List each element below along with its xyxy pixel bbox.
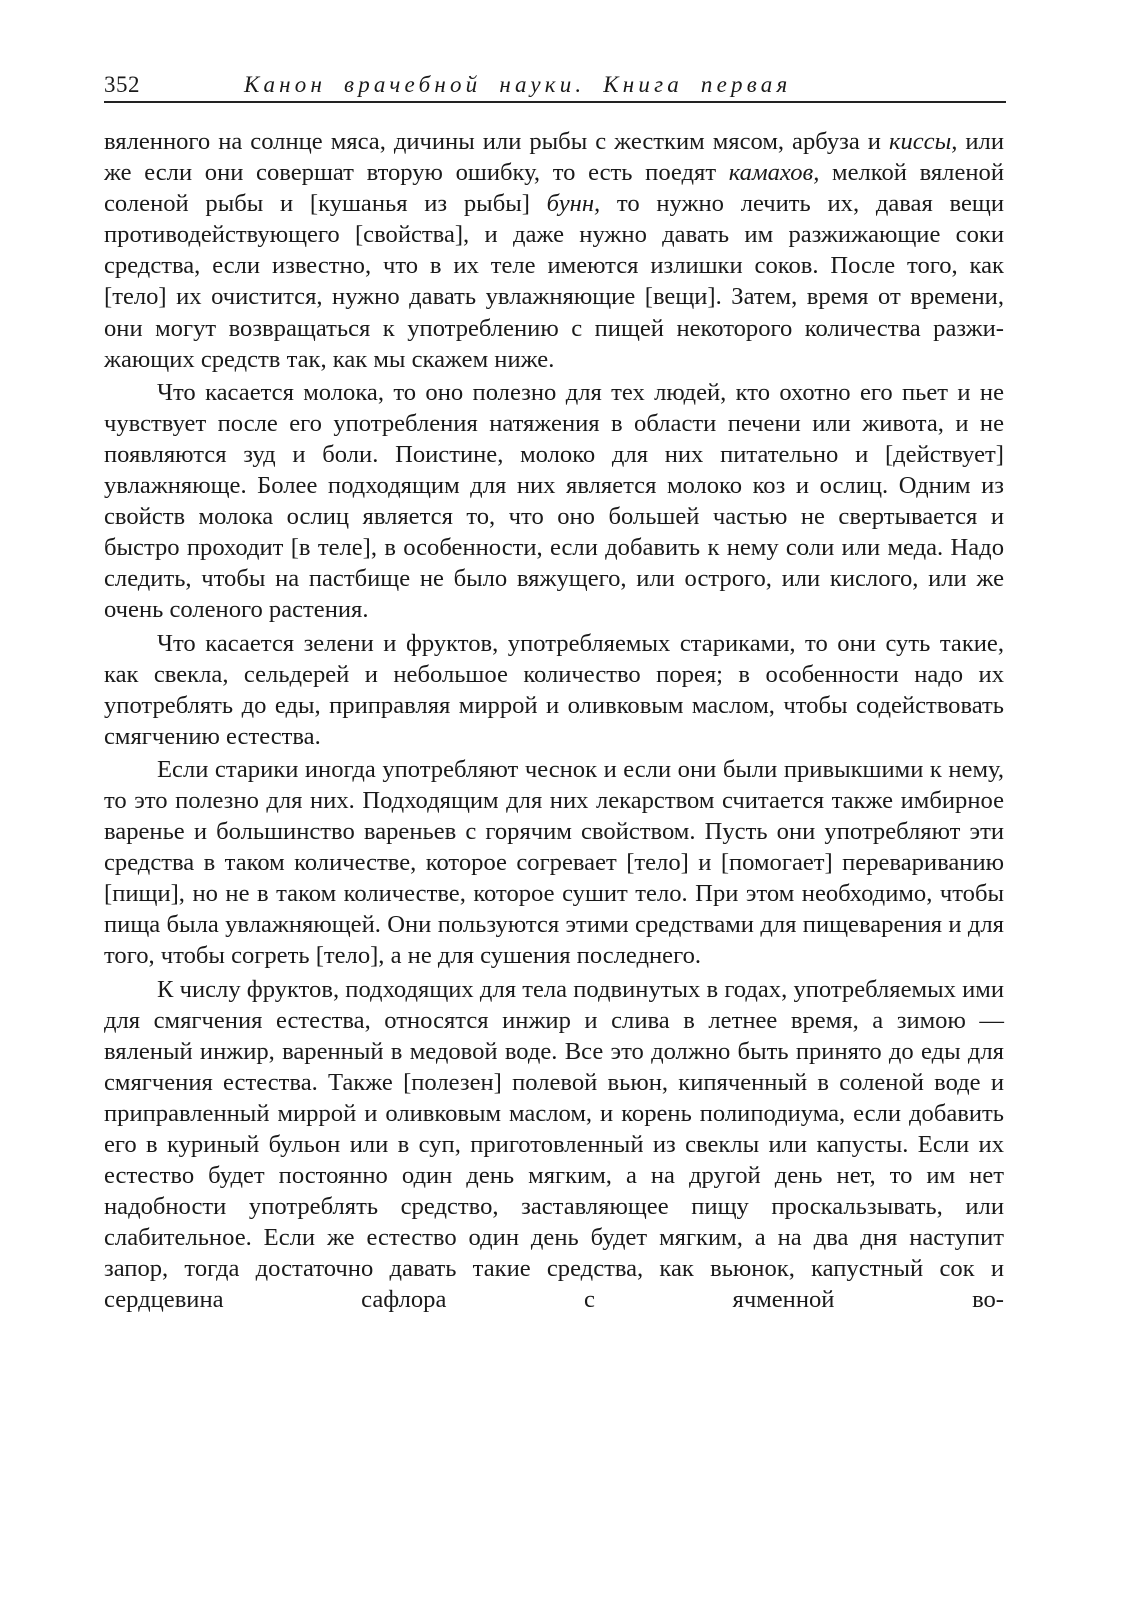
running-header: [104, 62, 1004, 98]
text-run: К числу фруктов, подходящих для тела подвинутых в годах, употребляемых ими для смягчения естества, относятся инжир и слива в летнее время, а зимою — вяленый инжир, варенный в медовой воде. Все это должно быть принято до еды для смягчения естества. Также [полезен] полевой вьюн, кипяченный в соленой воде и приправленный миррой и оливковым маслом, и корень полиподиума, если добавить его в куриный бульон или в суп, приготовленный из свеклы или капусты. Если их естество будет постоянно один день мягким, а на другой день нет, то им нет надобности употреблять средство, заставляющее пищу проскальзывать, или слабительное. Если же естество один день будет мягким, а на два дня наступит запор, тогда достаточно давать такие средства, как вьюнок, капустный сок и сердцевина сафлора с ячменной во-: [104, 975, 1004, 1314]
text-run: вяленного на солнце мяса, дичины или рыбы с жестким мясом, арбуза и: [104, 128, 889, 155]
body-text: [104, 126, 1004, 1318]
running-title: Канон врачебной науки. Книга первая: [244, 72, 792, 97]
paragraph: [104, 974, 1004, 1316]
paragraph: [104, 377, 1004, 626]
text-run: то нужно лечить их, давая вещи противодействующего [свойства], и даже нужно давать им разжижающие соки средства, если известно, что в их теле имеются излишки соков. После того, как [тело] их очистится, нужно давать увлажняющие [вещи]. Затем, время от времени, они могут возвращаться к употреблению с пищей некоторого количества разжижающих средств так, как мы скажем ниже.: [104, 190, 1004, 373]
italic-term: бунн,: [546, 190, 601, 218]
text-run: или же если они совершат вторую ошибку, то есть поедят: [104, 128, 1004, 187]
paragraph: [104, 126, 1004, 375]
text-run: Что касается молока, то оно полезно для тех людей, кто охотно его пьет и не чувствует после его употребления натяжения в области печени или живота, и не появляются зуд и боли. Поистине, молоко для них питательно и [действует] увлажняюще. Более подходящим для них является молоко коз и ослиц. Одним из свойств молока ослиц является то, что оно большей частью не свертывается и быстро проходит [в теле], в особенности, если добавить к нему соли или меда. Надо следить, чтобы на пастбище не было вяжущего, или острого, или кислого, или же очень соленого растения.: [104, 378, 1004, 624]
paragraph: [104, 754, 1004, 972]
italic-term: киссы,: [888, 128, 958, 155]
page-number: 352: [104, 72, 140, 97]
italic-term: камахов,: [728, 159, 820, 187]
text-run: мелкой вяленой соленой рыбы и [кушанья из рыбы]: [104, 159, 1004, 218]
text-run: Что касается зелени и фруктов, употребляемых стариками, то они суть такие, как свекла, сельдерей и небольшое количество порея; в особенности надо их употреблять до еды, приправляя миррой и оливковым маслом, чтобы содействовать смягчению естества.: [104, 629, 1004, 750]
paragraph: [104, 628, 1004, 752]
header-rule: [104, 101, 1006, 103]
text-run: Если старики иногда употребляют чеснок и если они были привыкшими к нему, то это полезно для них. Подходящим для них лекарством считается также имбирное варенье и большинство вареньев с горячим свойством. Пусть они употребляют эти средства в таком количестве, которое согревает [тело] и [помогает] перевариванию [пищи], но не в таком количестве, которое сушит тело. При этом необходимо, чтобы пища была увлажняющей. Они пользуются этими средствами для пищеварения и для того, чтобы согреть [тело], а не для сушения последнего.: [104, 755, 1004, 970]
